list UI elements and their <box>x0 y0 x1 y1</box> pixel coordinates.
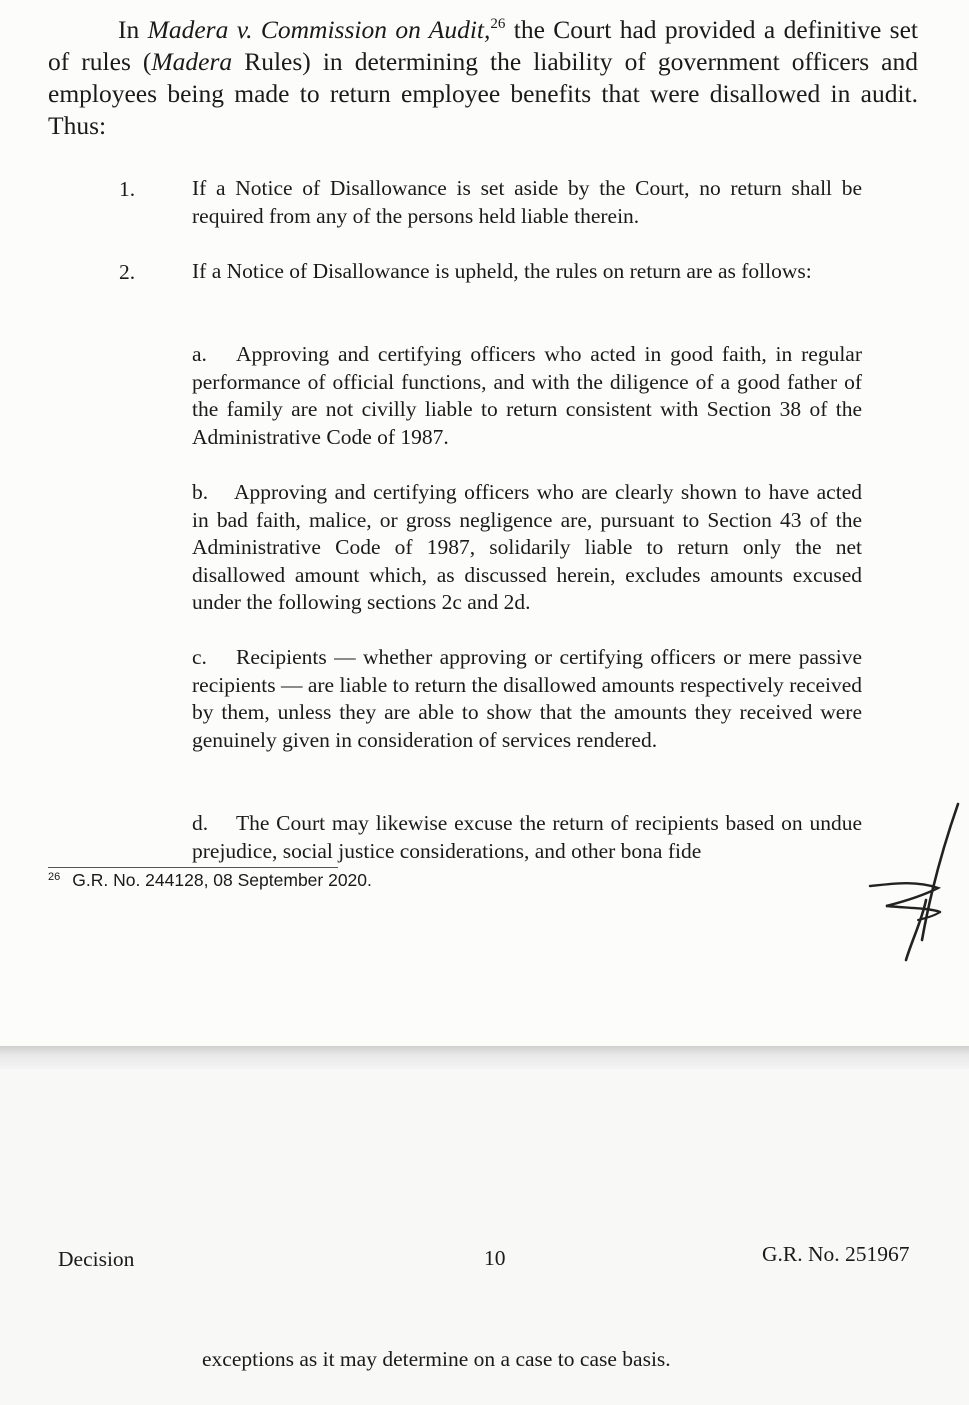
header-case-number: G.R. No. 251967 <box>762 1242 910 1266</box>
subrule-label: a. <box>192 342 207 366</box>
subrule-d <box>192 810 862 865</box>
footnote-number: 26 <box>48 871 61 883</box>
intro-text: In <box>118 15 148 44</box>
footnote-text: G.R. No. 244128, 08 September 2020. <box>72 870 372 890</box>
subrule-text: The Court may likewise excuse the return of recipients based on undue prejudice, social justice considerations, and other bona fide <box>192 811 862 863</box>
footnote-ref: 26 <box>490 16 506 32</box>
subrule-b <box>192 479 862 617</box>
subrule-label: d. <box>192 811 209 835</box>
footnote-divider <box>48 867 338 868</box>
rule-text: If a Notice of Disallowance is set aside by the Court, no return shall be required from any of the persons held liable therein. <box>192 176 862 228</box>
subrule-text: Approving and certifying officers who are clearly shown to have acted in bad faith, malice, or gross negligence are, pursuant to Section 43 of the Administrative Code of 1987, solidarily liable to return only the net disallowed amount which, as discussed herein, excludes amounts excused under the following sections 2c and 2d. <box>192 480 862 614</box>
subrule-label: b. <box>192 480 209 504</box>
intro-text: the Court had provided a definitive set of rules ( <box>48 15 918 76</box>
intro-text: Rules) in determining the liability of government officers and employees being made to return employee benefits that were disallowed in audit. Thus: <box>48 47 919 140</box>
subrule-label: c. <box>192 645 207 669</box>
page-break <box>0 1046 969 1069</box>
case-name: Madera v. Commission on Audit, <box>147 15 491 44</box>
subrule-text: Recipients — whether approving or certifying officers or mere passive recipients — are liable to return the disallowed amounts respectively received by them, unless they are able to show that the amounts they received were genuinely given in consideration of services rendered. <box>192 645 862 752</box>
signature-mark <box>860 800 969 965</box>
header-document-type: Decision <box>58 1247 135 1271</box>
subrule-text: Approving and certifying officers who acted in good faith, in regular performance of official functions, and with the diligence of a good father of the family are not civilly liable to return consistent with Section 38 of the Administrative Code of 1987. <box>192 342 862 449</box>
page-number: 10 <box>484 1246 506 1270</box>
subrule-a <box>192 341 862 451</box>
rules-name: Madera <box>151 47 233 76</box>
rule-number: 1. <box>119 177 136 201</box>
continuation-text: exceptions as it may determine on a case to case basis. <box>202 1347 671 1371</box>
rule-text: If a Notice of Disallowance is upheld, the rules on return are as follows: <box>192 259 812 283</box>
subrule-c <box>192 644 862 754</box>
rule-number: 2. <box>119 260 136 284</box>
footnote <box>48 870 372 891</box>
intro-paragraph <box>48 14 918 142</box>
